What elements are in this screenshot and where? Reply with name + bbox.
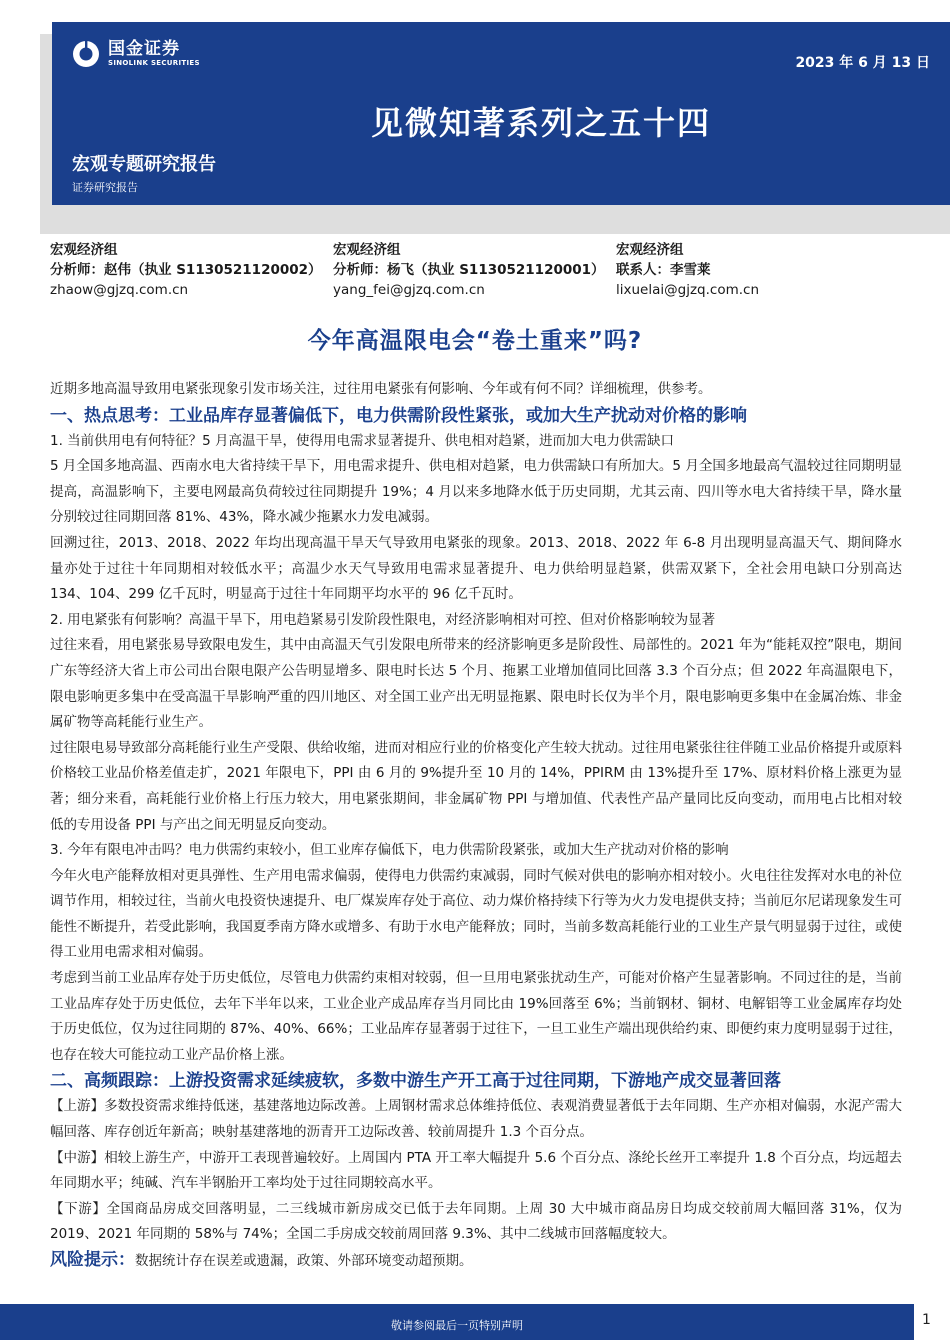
paragraph: 过往限电易导致部分高耗能行业生产受限、供给收缩，进而对相应行业的价格变化产生较大扰动。过往用电紧张往往伴随工业品价格提升或原料价格较工业品价格差值走扩，2021 年限电下，PPI 由 6 月的 9%提升至 10 月的 14%，PPIRM 由 13%提升至 17%、原材料价格上涨更为显著；细分来看，高耗能行业价格上行压力较大，用电紧张期间，非金属矿物 PPI 与增加值、代表性产品产量同比反向变动，而用电占比相对较低的专用设备 PPI 与产出之间无明显反向变动。 bbox=[50, 739, 902, 833]
author-email[interactable]: lixuelai@gjzq.com.cn bbox=[616, 282, 759, 298]
paragraph: 过往来看，用电紧张易导致限电发生，其中由高温天气引发限电所带来的经济影响更多是阶段性、局部性的。2021 年为“能耗双控”限电，期间广东等经济大省上市公司出台限电限产公告明显增多、限电时长达 5 个月、拖累工业增加值同比回落 3.3 个百分点；但 2022 年高温限电下，限电影响更多集中在受高温干旱影响严重的四川地区、对全国工业产出无明显拖累、限电时长仅为半个月，限电影响更多集中在金属冶炼、非金属矿物等高耗能行业生产。 bbox=[50, 637, 902, 731]
author-name: 分析师：杨飞（执业 S1130521120001） bbox=[333, 262, 605, 278]
page-number: 1 bbox=[922, 1312, 931, 1328]
paragraph: 今年火电产能释放相对更具弹性、生产用电需求偏弱，使得电力供需约束减弱，同时气候对供电的影响亦相对较小。火电往往发挥对水电的补位调节作用，相较过往，当前火电投资快速提升、电厂煤炭库存处于高位、动力煤价格持续下行等为火力发电提供支持；当前厄尔尼诺现象发生可能性不断提升，若受此影响，我国夏季南方降水或增多、有助于水电产能释放；同时，当前多数高耗能行业的工业生产景气明显弱于过往，或使得工业用电需求相对偏弱。 bbox=[50, 867, 902, 961]
author-3 bbox=[616, 240, 759, 300]
logo-en: SINOLINK SECURITIES bbox=[108, 59, 200, 67]
question-1: 1. 当前供用电有何特征？5 月高温干旱，使得用电需求显著提升、供电相对趋紧，进而加大电力供需缺口 bbox=[50, 432, 675, 449]
header-banner bbox=[52, 22, 950, 205]
author-group: 宏观经济组 bbox=[333, 242, 401, 258]
author-2 bbox=[333, 240, 605, 300]
series-title: 见微知著系列之五十四 bbox=[370, 104, 711, 142]
upstream-tag: 【上游】 bbox=[50, 1098, 105, 1115]
paragraph: 回溯过往，2013、2018、2022 年均出现高温干旱天气导致用电紧张的现象。2013、2018、2022 年 6-8 月出现明显高温天气、期间降水量亦处于过往十年同期相对较低水平；高温少水天气导致用电需求显著提升、电力供给明显趋紧，供需双紧下，全社会用电缺口分别高达 134、104、299 亿千瓦时，明显高于过往十年同期平均水平的 96 亿千瓦时。 bbox=[50, 534, 902, 603]
upstream-text: 多数投资需求维持低迷，基建落地边际改善。上周钢材需求总体维持低位、表观消费显著低于去年同期、生产亦相对偏弱，水泥产需大幅回落、库存创近年新高；映射基建落地的沥青开工边际改善、较前周提升 1.3 个百分点。 bbox=[50, 1098, 903, 1141]
section2-heading: 二、高频跟踪：上游投资需求延续疲软，多数中游生产开工高于过往同期，下游地产成交显著回落 bbox=[50, 1071, 781, 1092]
report-type: 宏观专题研究报告 bbox=[72, 154, 216, 175]
midstream-tag: 【中游】 bbox=[50, 1149, 105, 1166]
risk-label: 风险提示： bbox=[50, 1250, 135, 1270]
paragraph: 考虑到当前工业品库存处于历史低位，尽管电力供需约束相对较弱，但一旦用电紧张扰动生产，可能对价格产生显著影响。不同过往的是，当前工业品库存处于历史低位，去年下半年以来，工业企业产成品库存当月同比由 19%回落至 6%；当前钢材、铜材、电解铝等工业金属库存均处于历史低位，仅为过往同期的 87%、40%、66%；工业品库存显著弱于过往下，一旦工业生产端出现供给约束、即便约束力度明显弱于过往，也存在较大可能拉动工业产品价格上涨。 bbox=[50, 970, 902, 1063]
intro-paragraph: 近期多地高温导致用电紧张现象引发市场关注，过往用电紧张有何影响、今年或有何不同？详细梳理，供参考。 bbox=[50, 381, 712, 397]
upstream-paragraph bbox=[50, 1094, 902, 1145]
logo-cn: 国金证券 bbox=[108, 39, 180, 59]
paragraph: 5 月全国多地高温、西南水电大省持续干旱下，用电需求提升、供电相对趋紧，电力供需缺口有所加大。5 月全国多地最高气温较过往同期明显提高，高温影响下，主要电网最高负荷较过往同期提升 19%；4 月以来多地降水低于历史同期，尤其云南、四川等水电大省持续干旱，降水量分别较过往同期回落 81%、43%，降水减少拖累水力发电减弱。 bbox=[50, 458, 902, 526]
risk-paragraph bbox=[50, 1248, 902, 1275]
author-name: 联系人：李雪莱 bbox=[616, 262, 711, 278]
risk-text: 数据统计存在误差或遗漏，政策、外部环境变动超预期。 bbox=[135, 1253, 473, 1269]
author-group: 宏观经济组 bbox=[50, 242, 118, 258]
report-subtype: 证券研究报告 bbox=[72, 181, 138, 194]
section1-heading: 一、热点思考：工业品库存显著偏低下，电力供需阶段性紧张，或加大生产扰动对价格的影响 bbox=[50, 405, 747, 426]
question-3: 3. 今年有限电冲击吗？电力供需约束较小，但工业库存偏低下，电力供需阶段紧张，或加大生产扰动对价格的影响 bbox=[50, 842, 729, 859]
author-group: 宏观经济组 bbox=[616, 242, 684, 258]
logo-mark-icon bbox=[72, 40, 100, 68]
downstream-tag: 【下游】 bbox=[50, 1200, 107, 1217]
author-name: 分析师：赵伟（执业 S1130521120002） bbox=[50, 262, 322, 278]
footer-disclaimer[interactable]: 敬请参阅最后一页特别声明 bbox=[391, 1319, 523, 1332]
author-1 bbox=[50, 240, 322, 300]
midstream-paragraph bbox=[50, 1146, 902, 1197]
report-title: 今年高温限电会“卷土重来”吗? bbox=[307, 328, 643, 354]
downstream-paragraph bbox=[50, 1197, 902, 1248]
author-email[interactable]: yang_fei@gjzq.com.cn bbox=[333, 282, 485, 298]
company-logo bbox=[72, 40, 200, 68]
report-date: 2023 年 6 月 13 日 bbox=[795, 55, 930, 71]
downstream-text: 全国商品房成交回落明显，二三线城市新房成交已低于去年同期。上周 30 大中城市商品房日均成交较前周大幅回落 31%，仅为 2019、2021 年同期的 58%与 74%；全国二手房成交较前周回落 9.3%、其中二线城市回落幅度较大。 bbox=[50, 1200, 902, 1243]
report-body bbox=[50, 377, 902, 1275]
author-email[interactable]: zhaow@gjzq.com.cn bbox=[50, 282, 189, 298]
midstream-text: 相较上游生产，中游开工表现普遍较好。上周国内 PTA 开工率大幅提升 5.6 个百分点、涤纶长丝开工率提升 1.8 个百分点，均远超去年同期水平；纯碱、汽车半钢胎开工率均处于过往同期较高水平。 bbox=[50, 1149, 903, 1192]
question-2: 2. 用电紧张有何影响？高温干旱下，用电趋紧易引发阶段性限电，对经济影响相对可控、但对价格影响较为显著 bbox=[50, 611, 716, 628]
